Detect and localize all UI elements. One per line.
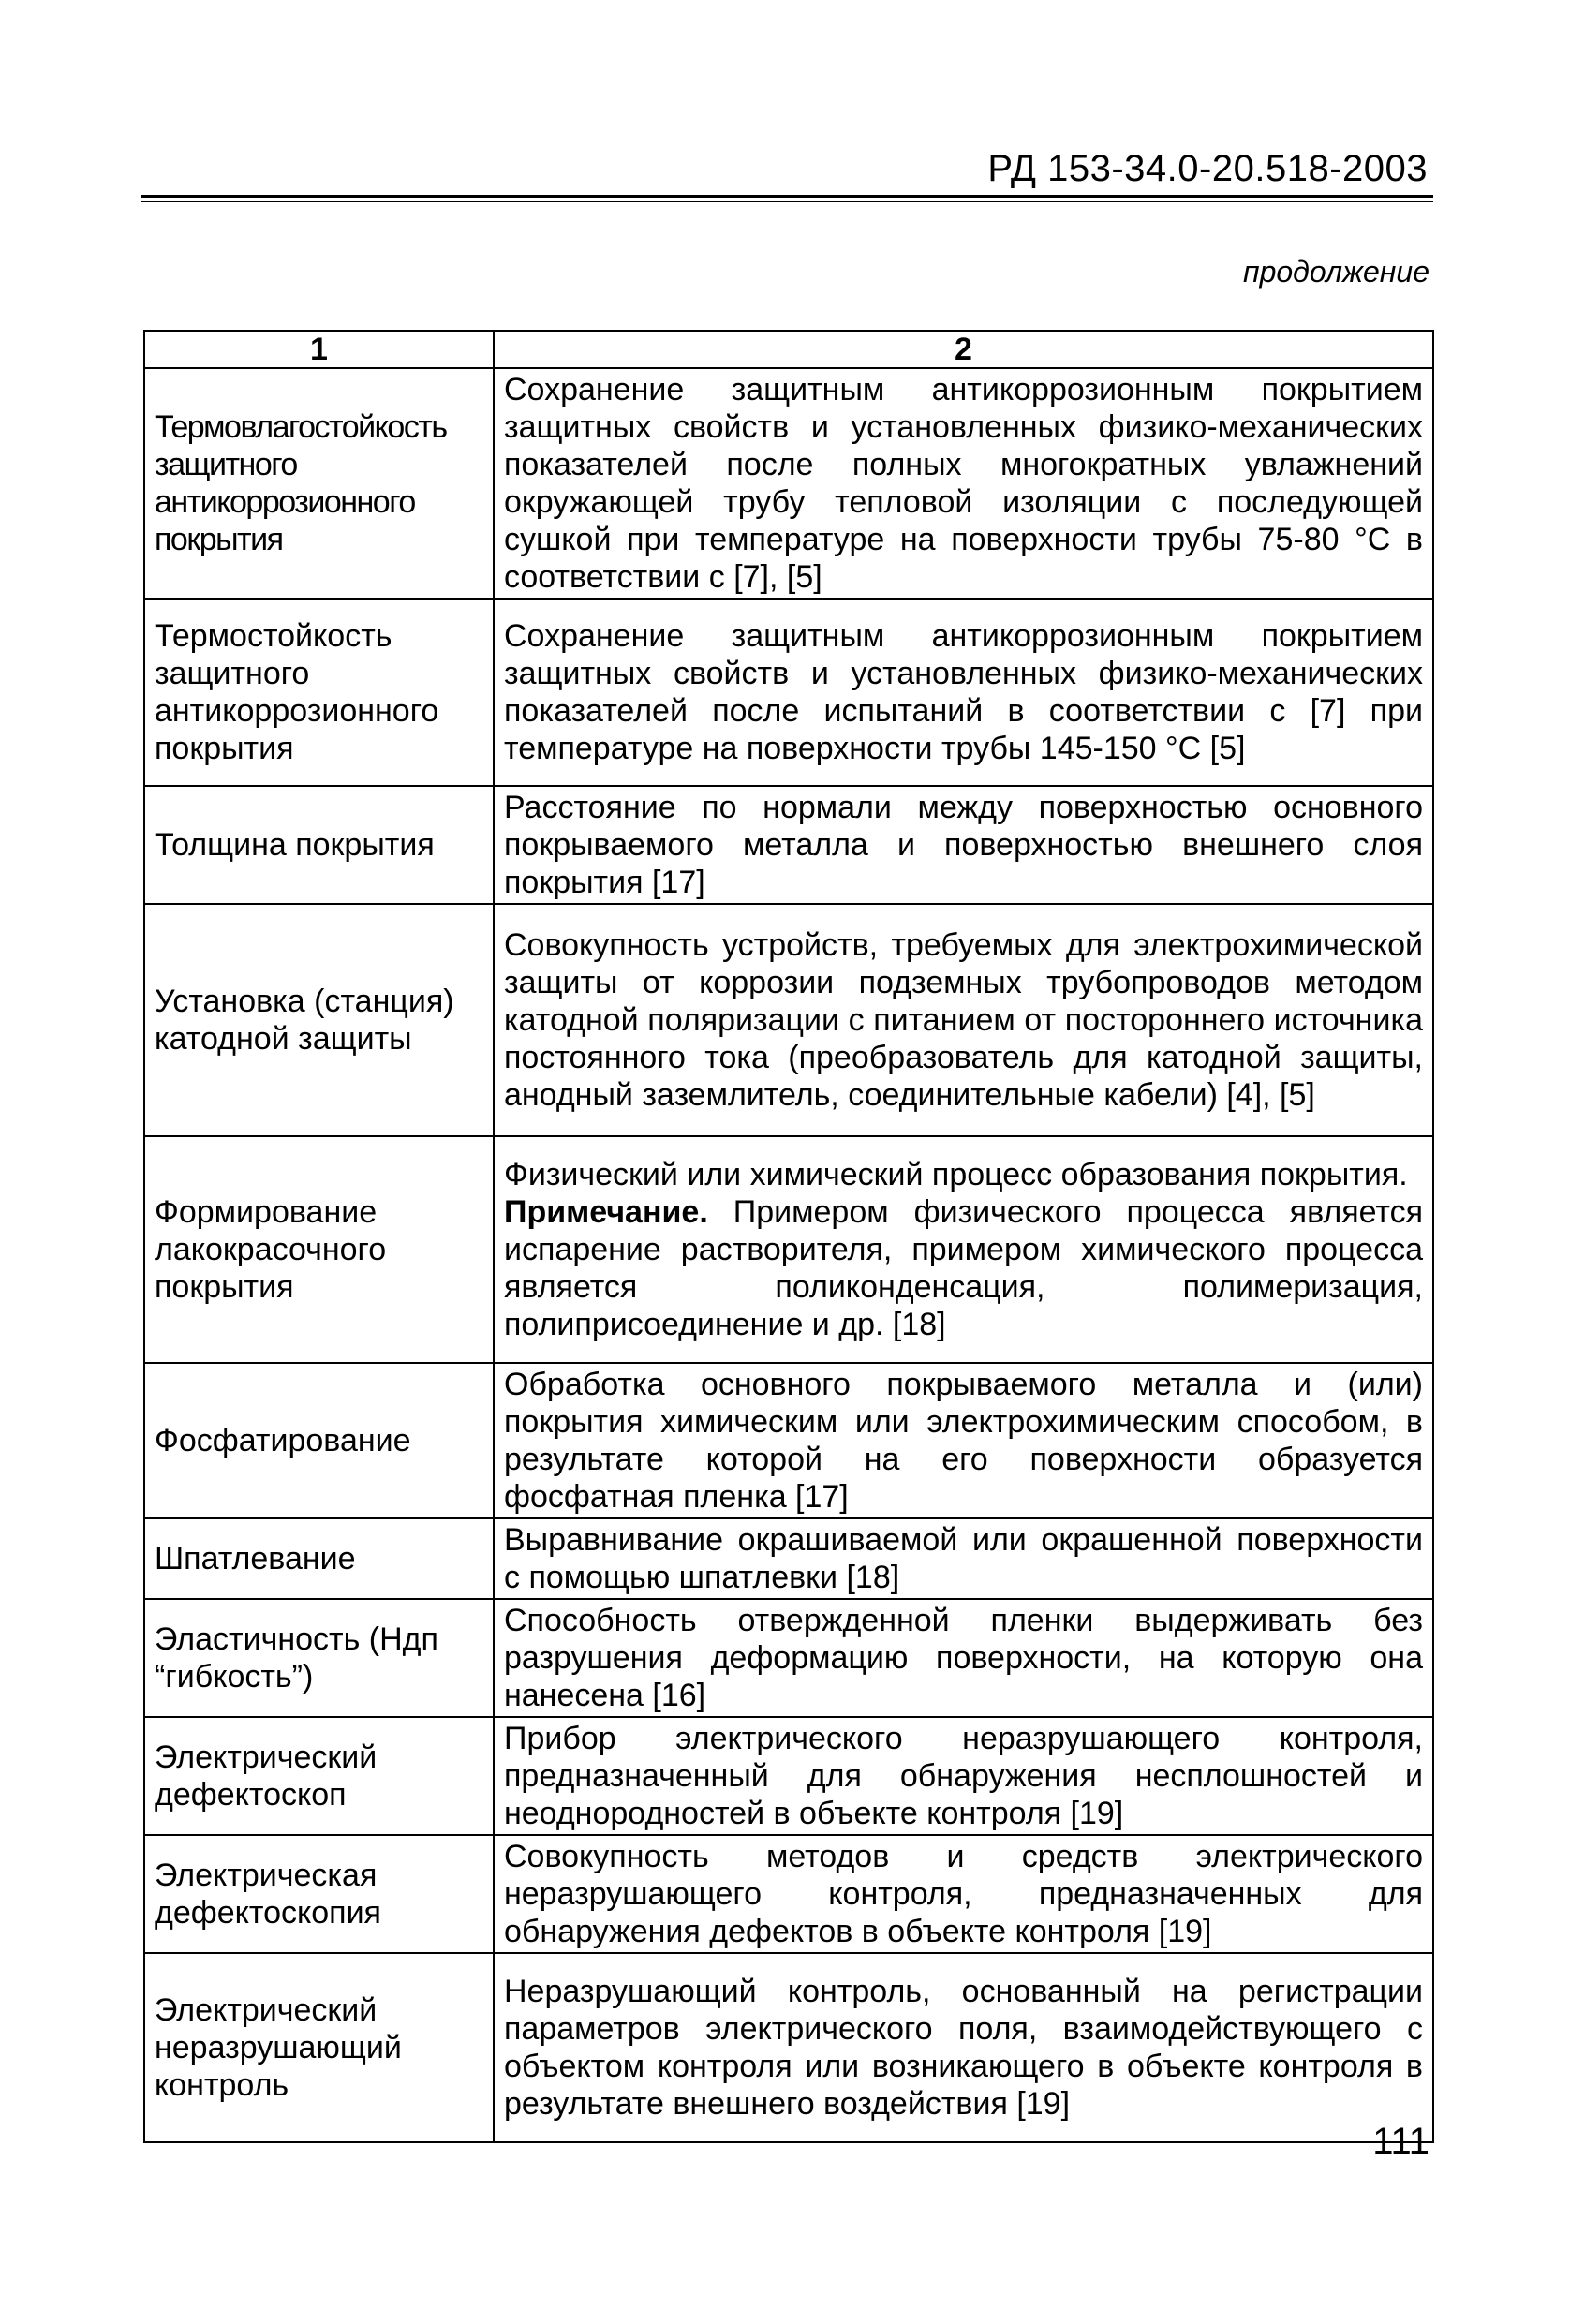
table-row: [144, 599, 1433, 786]
definition-cell: Прибор электрического неразрушающего контроля, предназначенный для обнаружения несплошностей и неоднородностей в объекте контроля [19]: [494, 1717, 1433, 1835]
header-rule: [141, 195, 1433, 198]
table-row: [144, 904, 1433, 1136]
definition-cell: Сохранение защитным антикоррозионным покрытием защитных свойств и установленных физико-механических показателей после полных многократных увлажнений окружающей трубу тепловой изоляции с последующей сушкой при температуре на поверхности трубы 75-80 °С в соответствии с [7], [5]: [494, 368, 1433, 599]
term-cell: Формирование лакокрасочного покрытия: [144, 1136, 494, 1363]
continuation-label: продолжение: [1242, 255, 1429, 289]
term-cell: Фосфатирование: [144, 1363, 494, 1518]
table-row: [144, 1518, 1433, 1599]
header-rule-thin: [141, 201, 1433, 202]
table-row: [144, 786, 1433, 904]
note-text: Примером физического процесса является испарение растворителя, примером химического процесса является поликонденсация, полимеризация, полиприсоединение и др. [18]: [504, 1194, 1423, 1342]
term-cell: Термовлагостойкость защитного антикоррозионного покрытия: [144, 368, 494, 599]
term-cell: Эластичность (Ндп “гибкость”): [144, 1599, 494, 1717]
term-cell: Установка (станция) катодной защиты: [144, 904, 494, 1136]
definition-cell: Сохранение защитным антикоррозионным покрытием защитных свойств и установленных физико-механических показателей после испытаний в соответствии с [7] при температуре на поверхности трубы 145-150 °С [5]: [494, 599, 1433, 786]
definition-cell: Способность отвержденной пленки выдерживать без разрушения деформацию поверхности, на которую она нанесена [16]: [494, 1599, 1433, 1717]
term-cell: Толщина покрытия: [144, 786, 494, 904]
terms-table: [143, 330, 1434, 2143]
term-cell: Электрическая дефектоскопия: [144, 1835, 494, 1953]
page-number: 111: [1372, 2121, 1429, 2162]
term-cell: Электрический дефектоскоп: [144, 1717, 494, 1835]
table-row: [144, 1953, 1433, 2142]
table-header-row: [144, 331, 1433, 368]
definition-cell: Совокупность устройств, требуемых для электрохимической защиты от коррозии подземных трубопроводов методом катодной поляризации с питанием от постороннего источника постоянного тока (преобразователь для катодной защиты, анодный заземлитель, соединительные кабели) [4], [5]: [494, 904, 1433, 1136]
definition-cell: Выравнивание окрашиваемой или окрашенной поверхности с помощью шпатлевки [18]: [494, 1518, 1433, 1599]
document-code: РД 153-34.0-20.518-2003: [987, 148, 1428, 189]
definition-text: Физический или химический процесс образования покрытия.: [504, 1157, 1408, 1192]
note-label: Примечание.: [504, 1194, 708, 1230]
column-header-1: 1: [144, 331, 494, 368]
table-row: [144, 368, 1433, 599]
definition-cell: [494, 1136, 1433, 1363]
column-header-2: 2: [494, 331, 1433, 368]
term-cell: Электрический неразрушающий контроль: [144, 1953, 494, 2142]
definition-cell: Совокупность методов и средств электрического неразрушающего контроля, предназначенных для обнаружения дефектов в объекте контроля [19]: [494, 1835, 1433, 1953]
term-cell: Термостойкость защитного антикоррозионного покрытия: [144, 599, 494, 786]
table-row: [144, 1835, 1433, 1953]
table-row: [144, 1717, 1433, 1835]
table-row: [144, 1136, 1433, 1363]
definition-cell: Неразрушающий контроль, основанный на регистрации параметров электрического поля, взаимодействующего с объектом контроля или возникающего в объекте контроля в результате внешнего воздействия [19]: [494, 1953, 1433, 2142]
table-row: [144, 1363, 1433, 1518]
table-row: [144, 1599, 1433, 1717]
term-cell: Шпатлевание: [144, 1518, 494, 1599]
definition-cell: Расстояние по нормали между поверхностью основного покрываемого металла и поверхностью внешнего слоя покрытия [17]: [494, 786, 1433, 904]
definition-cell: Обработка основного покрываемого металла и (или) покрытия химическим или электрохимическим способом, в результате которой на его поверхности образуется фосфатная пленка [17]: [494, 1363, 1433, 1518]
